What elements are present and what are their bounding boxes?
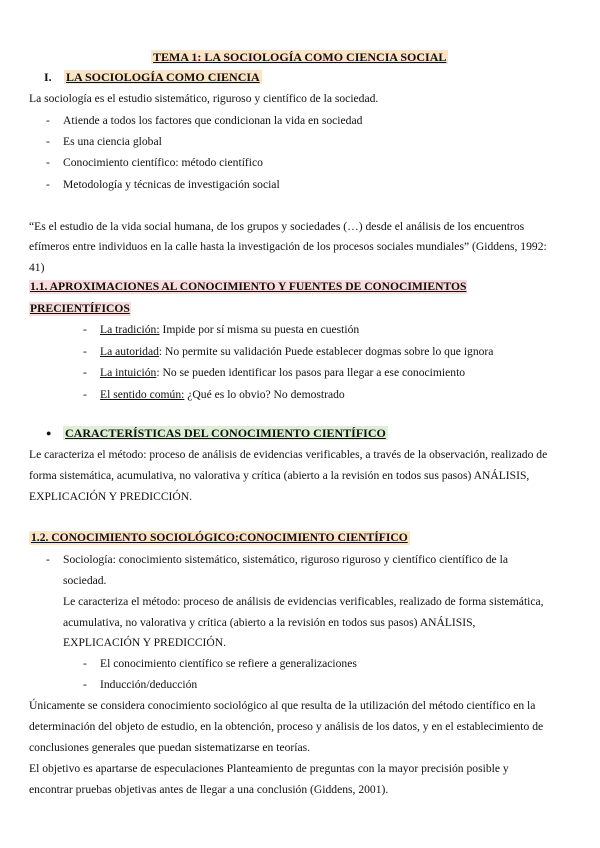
- paragraph-line: EXPLICACIÓN Y PREDICCIÓN.: [63, 636, 227, 649]
- paragraph-line: determinación del objeto de estudio, en la obtención, proceso y análisis de los datos, y en el establecimiento de: [29, 720, 544, 733]
- list-item-text: Es una ciencia global: [63, 135, 162, 148]
- section-heading-approaches: 1.1. APROXIMACIONES AL CONOCIMIENTO Y FUENTES DE CONOCIMIENTOS: [30, 280, 467, 293]
- list-item: [46, 114, 50, 128]
- paragraph-line: acumulativa, no valorativa y crítica (abierto a la revisión en todos sus pasos) ANÁLISIS,: [63, 616, 476, 629]
- source-term: El sentido común:: [100, 388, 185, 401]
- list-item: [46, 135, 50, 149]
- list-item: [100, 323, 359, 337]
- source-description: : No se pueden identificar los pasos para llegar a ese conocimiento: [156, 366, 466, 379]
- paragraph-line: Únicamente se considera conocimiento sociológico al que resulta de la utilización del método científico en la: [29, 699, 536, 712]
- list-item-text: El conocimiento científico se refiere a generalizaciones: [100, 657, 357, 670]
- list-item-text: Metodología y técnicas de investigación social: [63, 178, 280, 191]
- characteristics-heading-text: CARACTERÍSTICAS DEL CONOCIMIENTO CIENTÍFICO: [65, 426, 386, 440]
- section-heading-characteristics: [46, 426, 388, 440]
- quote-line: 41): [29, 261, 45, 274]
- quote-line: “Es el estudio de la vida social humana, de los grupos y sociedades (…) desde el análisis de los encuentros: [29, 220, 525, 233]
- section-heading-approaches-cont: PRECIENTÍFICOS: [30, 302, 130, 315]
- paragraph-line: Le caracteriza el método: proceso de análisis de evidencias verificables, realizado de forma sistemática,: [63, 595, 544, 608]
- bullet-dot-icon: ●: [46, 428, 52, 438]
- source-description: ¿Qué es lo obvio? No demostrado: [184, 388, 345, 401]
- section-heading-sociological-knowledge: 1.2. CONOCIMIENTO SOCIOLÓGICO:CONOCIMIENTO CIENTÍFICO: [31, 531, 408, 544]
- paragraph-line: forma sistemática, acumulativa, no valorativa y crítica (abierto a la revisión en todos sus pasos) ANÁLISIS,: [29, 469, 530, 482]
- dash-marker: -: [46, 178, 50, 191]
- paragraph-line: Le caracteriza el método: proceso de análisis de evidencias verificables, a través de la observación, realizado de: [29, 448, 548, 461]
- list-item: [100, 345, 493, 359]
- dash-marker: -: [83, 323, 87, 336]
- dash-marker: -: [46, 156, 50, 169]
- source-description: : No permite su validación Puede establecer dogmas sobre lo que ignora: [158, 345, 494, 358]
- section-heading-sociology-as-science: [44, 70, 262, 84]
- paragraph-line: El objetivo es apartarse de especulaciones Planteamiento de preguntas con la mayor precisión posible y: [29, 762, 509, 775]
- paragraph-line: encontrar pruebas objetivas antes de llegar a una conclusión (Giddens, 2001).: [29, 783, 389, 796]
- paragraph-line: sociedad.: [63, 574, 107, 587]
- paragraph-line: EXPLICACIÓN Y PREDICCIÓN.: [29, 490, 193, 503]
- dash-marker: -: [46, 114, 50, 127]
- dash-marker: -: [83, 657, 87, 670]
- list-item: [100, 388, 345, 402]
- source-term: La intuición: [100, 366, 157, 379]
- paragraph-line: Sociología: conocimiento sistemático, sistemático, riguroso riguroso y científico científico de la: [63, 553, 508, 566]
- list-item-text: Conocimiento científico: método científico: [63, 156, 263, 169]
- dash-marker: -: [46, 135, 50, 148]
- list-item: [100, 366, 465, 380]
- dash-marker: -: [83, 678, 87, 691]
- list-item: [46, 178, 50, 192]
- quote-line: efímeros entre individuos en la calle hasta la investigación de los procesos sociales mundiales” (Giddens, 1992:: [29, 240, 547, 253]
- section-heading-text: LA SOCIOLOGÍA COMO CIENCIA: [66, 70, 260, 84]
- intro-paragraph: La sociología es el estudio sistemático, riguroso y científico de la sociedad.: [29, 92, 379, 105]
- list-item: [46, 156, 50, 170]
- list-item-text: Atiende a todos los factores que condicionan la vida en sociedad: [63, 114, 363, 127]
- dash-marker: -: [83, 388, 87, 401]
- paragraph-line: conclusiones generales que puedan sistematizarse en teorías.: [29, 741, 311, 754]
- source-term: La autoridad: [100, 345, 159, 358]
- source-term: La tradición:: [100, 323, 160, 336]
- section-number: I.: [44, 70, 52, 84]
- dash-marker: -: [83, 366, 87, 379]
- page-title: TEMA 1: LA SOCIOLOGÍA COMO CIENCIA SOCIAL: [153, 50, 447, 64]
- source-description: Impide por sí misma su puesta en cuestión: [159, 323, 360, 336]
- dash-marker: -: [83, 345, 87, 358]
- list-item-text: Inducción/deducción: [100, 678, 198, 691]
- dash-marker: -: [46, 553, 50, 566]
